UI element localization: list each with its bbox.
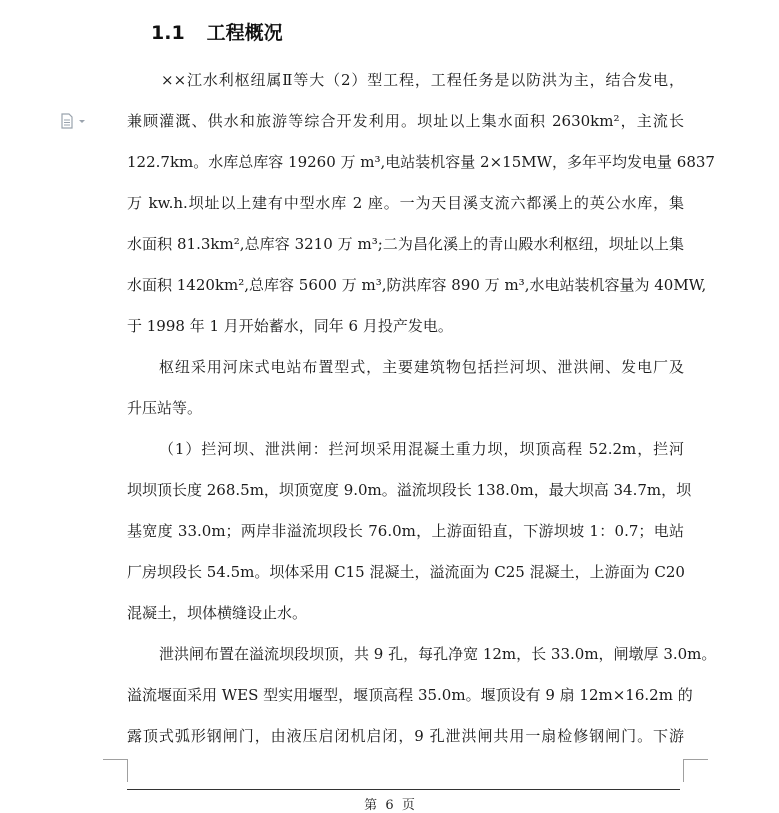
section-heading	[151, 18, 283, 45]
text-line: ××江水利枢纽属Ⅱ等大（2）型工程，工程任务是以防洪为主，结合发电，	[161, 71, 684, 89]
text-line: 水面积 1420km²,总库容 5600 万 m³,防洪库容 890 万 m³,水电站装机容量为 40MW,	[127, 276, 707, 294]
text-line: 混凝土，坝体横缝设止水。	[127, 604, 308, 622]
crop-mark-right	[683, 759, 708, 782]
text-line: 水面积 81.3km²,总库容 3210 万 m³;二为昌化溪上的青山殿水利枢纽，坝址以上集	[127, 235, 684, 253]
text-line: 坝坝顶长度 268.5m，坝顶宽度 9.0m。溢流坝段长 138.0m，最大坝高 34.7m，坝	[127, 481, 692, 499]
document-options-icon[interactable]	[60, 113, 88, 129]
text-line: 兼顾灌溉、供水和旅游等综合开发利用。坝址以上集水面积 2630km²，主流长	[127, 112, 684, 130]
footer-rule	[127, 789, 680, 790]
text-line: 于 1998 年 1 月开始蓄水，同年 6 月投产发电。	[127, 317, 453, 335]
crop-mark-left	[103, 759, 128, 782]
text-line: 枢纽采用河床式电站布置型式，主要建筑物包括拦河坝、泄洪闸、发电厂及	[159, 358, 684, 376]
text-line: 基宽度 33.0m；两岸非溢流坝段长 76.0m，上游面铅直，下游坝坡 1：0.7；电站	[127, 522, 684, 540]
text-line: （1）拦河坝、泄洪闸：拦河坝采用混凝土重力坝，坝顶高程 52.2m，拦河	[159, 440, 684, 458]
text-line: 泄洪闸布置在溢流坝段坝顶，共 9 孔，每孔净宽 12m，长 33.0m，闸墩厚 3.0m。	[159, 645, 717, 663]
text-line: 露顶式弧形钢闸门，由液压启闭机启闭，9 孔泄洪闸共用一扇检修钢闸门。下游	[127, 727, 684, 745]
section-title: 工程概况	[206, 22, 283, 44]
text-line: 万 kw.h.坝址以上建有中型水库 2 座。一为天目溪支流六都溪上的英公水库，集	[127, 194, 684, 212]
page-number: 第 6 页	[364, 798, 415, 813]
section-number: 1.1	[151, 22, 185, 44]
text-line: 溢流堰面采用 WES 型实用堰型，堰顶高程 35.0m。堰顶设有 9 扇 12m×16.2m 的	[127, 686, 693, 704]
text-line: 厂房坝段长 54.5m。坝体采用 C15 混凝土，溢流面为 C25 混凝土，上游面为 C20	[127, 563, 685, 581]
text-line: 122.7km。水库总库容 19260 万 m³,电站装机容量 2×15MW，多年平均发电量 6837	[127, 153, 715, 171]
text-line: 升压站等。	[127, 399, 203, 417]
